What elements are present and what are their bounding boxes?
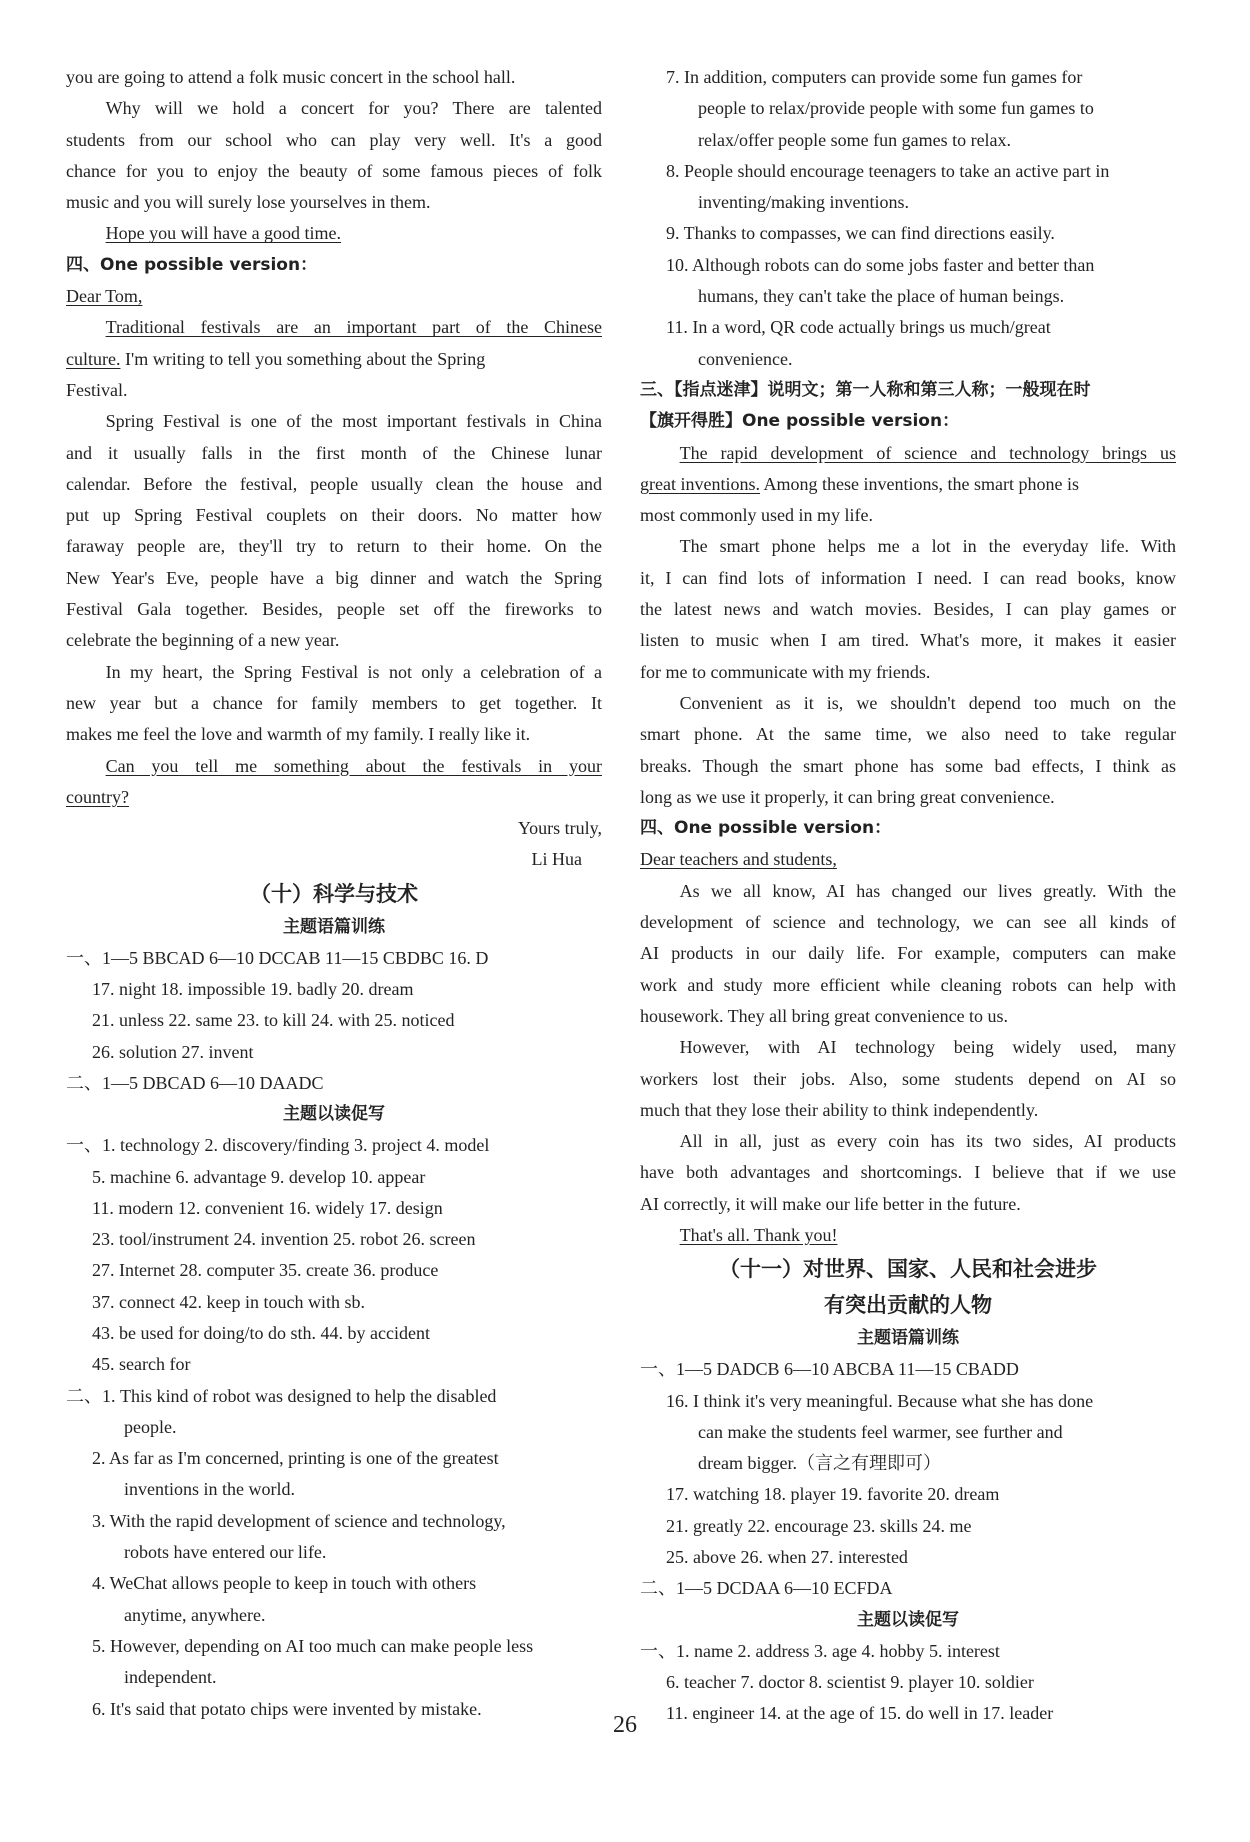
answer-line: 17. watching 18. player 19. favorite 20. dream bbox=[666, 1484, 1000, 1505]
text-line: have both advantages and shortcomings. I believe that if we use bbox=[640, 1162, 1176, 1183]
answer-line: 4. WeChat allows people to keep in touch with others bbox=[92, 1573, 477, 1594]
signature: Li Hua bbox=[531, 849, 582, 870]
text-line: AI correctly, it will make our life better in the future. bbox=[640, 1193, 1021, 1214]
text-line: most commonly used in my life. bbox=[640, 505, 873, 526]
answer-line: inventions in the world. bbox=[124, 1479, 295, 1500]
answer-line: humans, they can't take the place of human beings. bbox=[698, 286, 1065, 307]
answer-line: relax/offer people some fun games to relax. bbox=[698, 129, 1012, 150]
sub-heading: 主题语篇训练 bbox=[857, 1328, 959, 1349]
section-heading: 三、【指点迷津】说明文；第一人称和第三人称；一般现在时 bbox=[640, 379, 1091, 400]
answer-line: dream bigger.（言之有理即可） bbox=[698, 1453, 941, 1474]
unit-title: （十一）对世界、国家、人民和社会进步 bbox=[719, 1257, 1097, 1282]
answer-line: 6. teacher 7. doctor 8. scientist 9. player 10. soldier bbox=[666, 1671, 1034, 1692]
answer-line: 9. Thanks to compasses, we can find directions easily. bbox=[666, 223, 1055, 244]
text-line: The smart phone helps me a lot in the everyday life. With bbox=[679, 536, 1176, 557]
sub-heading: 主题语篇训练 bbox=[283, 916, 385, 937]
text-line: country? bbox=[66, 786, 129, 807]
answer-line: 11. modern 12. convenient 16. widely 17. design bbox=[92, 1197, 443, 1218]
page-number: 26 bbox=[613, 1712, 637, 1738]
section-heading: 四、One possible version： bbox=[66, 254, 318, 275]
text-line: it, I can find lots of information I need. I can read books, know bbox=[640, 567, 1176, 588]
text-line bbox=[66, 218, 602, 249]
text-line: you are going to attend a folk music concert in the school hall. bbox=[66, 67, 516, 87]
text-line: and it usually falls in the first month of the Chinese lunar bbox=[66, 442, 602, 463]
answer-line: 37. connect 42. keep in touch with sb. bbox=[92, 1291, 365, 1312]
answer-line: 26. solution 27. invent bbox=[92, 1041, 254, 1062]
greeting: Dear teachers and students, bbox=[640, 849, 837, 870]
text-line: All in all, just as every coin has its two sides, AI products bbox=[679, 1131, 1176, 1152]
text-line: As we all know, AI has changed our lives greatly. With the bbox=[679, 880, 1176, 901]
answer-line: 一、1—5 DADCB 6—10 ABCBA 11—15 CBADD bbox=[640, 1359, 1019, 1380]
answer-line: 二、1. This kind of robot was designed to help the disabled bbox=[66, 1385, 497, 1406]
left-column bbox=[66, 62, 602, 1725]
section-heading: 四、One possible version： bbox=[640, 818, 892, 839]
text-line: much that they lose their ability to think independently. bbox=[640, 1099, 1039, 1120]
answer-line: 6. It's said that potato chips were invented by mistake. bbox=[92, 1698, 482, 1719]
text-line: housework. They all bring great convenience to us. bbox=[640, 1005, 1009, 1026]
sub-heading: 主题以读促写 bbox=[857, 1609, 959, 1630]
answer-line: 一、1—5 BBCAD 6—10 DCCAB 11—15 CBDBC 16. D bbox=[66, 947, 489, 968]
unit-title: （十）科学与技术 bbox=[250, 881, 418, 906]
answer-line: independent. bbox=[124, 1667, 217, 1688]
answer-line: 5. machine 6. advantage 9. develop 10. appear bbox=[92, 1166, 426, 1187]
answer-line: can make the students feel warmer, see further and bbox=[698, 1421, 1063, 1442]
text-line: long as we use it properly, it can bring great convenience. bbox=[640, 786, 1055, 807]
text-line: new year but a chance for family members to get together. It bbox=[66, 692, 602, 713]
greeting: Dear Tom, bbox=[66, 286, 143, 307]
answer-line: 2. As far as I'm concerned, printing is one of the greatest bbox=[92, 1448, 499, 1469]
text-line: Traditional festivals are an important part of the Chinese bbox=[105, 317, 602, 338]
answer-line: 7. In addition, computers can provide some fun games for bbox=[666, 67, 1083, 87]
text-line: great inventions. Among these inventions, the smart phone is bbox=[640, 473, 1079, 494]
text-line: Spring Festival is one of the most important festivals in China bbox=[105, 411, 602, 432]
answer-line: 一、1. name 2. address 3. age 4. hobby 5. interest bbox=[640, 1640, 1000, 1661]
section-heading: 【旗开得胜】One possible version： bbox=[640, 411, 960, 432]
answer-line: convenience. bbox=[698, 348, 793, 369]
answer-line: 16. I think it's very meaningful. Because what she has done bbox=[666, 1390, 1094, 1411]
text-line: AI products in our daily life. For example, computers can make bbox=[640, 943, 1176, 964]
text-line: work and study more efficient while cleaning robots can help with bbox=[640, 974, 1176, 995]
text-line: calendar. Before the festival, people usually clean the house and bbox=[66, 473, 602, 494]
unit-title-line2: 有突出贡献的人物 bbox=[824, 1293, 992, 1318]
text-line: celebrate the beginning of a new year. bbox=[66, 630, 340, 651]
answer-line: anytime, anywhere. bbox=[124, 1604, 266, 1625]
text-line: The rapid development of science and technology brings us bbox=[679, 442, 1176, 463]
answer-line: 17. night 18. impossible 19. badly 20. dream bbox=[92, 979, 414, 1000]
text-line: However, with AI technology being widely used, many bbox=[679, 1037, 1176, 1058]
text-line: New Year's Eve, people have a big dinner and watch the Spring bbox=[66, 567, 602, 588]
answer-line: 10. Although robots can do some jobs faster and better than bbox=[666, 254, 1095, 275]
answer-line: 二、1—5 DBCAD 6—10 DAADC bbox=[66, 1072, 324, 1093]
answer-line: 23. tool/instrument 24. invention 25. robot 26. screen bbox=[92, 1229, 476, 1250]
answer-line: 二、1—5 DCDAA 6—10 ECFDA bbox=[640, 1578, 893, 1599]
answer-line: 11. engineer 14. at the age of 15. do well in 17. leader bbox=[666, 1703, 1054, 1724]
answer-line: 45. search for bbox=[92, 1354, 191, 1375]
text-line: workers lost their jobs. Also, some students depend on AI so bbox=[640, 1068, 1176, 1089]
underlined-sentence: Hope you will have a good time. bbox=[105, 223, 342, 244]
answer-line: 一、1. technology 2. discovery/finding 3. project 4. model bbox=[66, 1135, 490, 1156]
closing: That's all. Thank you! bbox=[679, 1224, 838, 1245]
text-line: chance for you to enjoy the beauty of some famous pieces of folk bbox=[66, 160, 602, 181]
answer-line: 43. be used for doing/to do sth. 44. by accident bbox=[92, 1322, 430, 1343]
answer-line: people to relax/provide people with some fun games to bbox=[698, 98, 1094, 119]
text-line: Festival Gala together. Besides, people set off the fireworks to bbox=[66, 599, 602, 620]
text-line: put up Spring Festival couplets on their doors. No matter how bbox=[66, 505, 602, 526]
text-line: the latest news and watch movies. Besides, I can play games or bbox=[640, 599, 1176, 620]
answer-line: 3. With the rapid development of science and technology, bbox=[92, 1510, 506, 1531]
right-column bbox=[640, 62, 1176, 1730]
text-line: smart phone. At the same time, we also need to take regular bbox=[640, 724, 1176, 745]
text-line: In my heart, the Spring Festival is not only a celebration of a bbox=[105, 661, 602, 682]
text-line: Festival. bbox=[66, 379, 128, 400]
closing: Yours truly, bbox=[517, 818, 602, 839]
answer-line: 5. However, depending on AI too much can make people less bbox=[92, 1635, 534, 1656]
text-line: students from our school who can play very well. It's a good bbox=[66, 129, 602, 150]
answer-line: 21. greatly 22. encourage 23. skills 24. me bbox=[666, 1515, 972, 1536]
sub-heading: 主题以读促写 bbox=[283, 1104, 385, 1125]
answer-line: robots have entered our life. bbox=[124, 1542, 327, 1563]
text-line: faraway people are, they'll try to return to their home. On the bbox=[66, 536, 602, 557]
answer-line: inventing/making inventions. bbox=[698, 192, 909, 213]
answer-line: 11. In a word, QR code actually brings us much/great bbox=[666, 317, 1051, 338]
answer-line: 27. Internet 28. computer 35. create 36. produce bbox=[92, 1260, 439, 1281]
text-line: listen to music when I am tired. What's more, it makes it easier bbox=[640, 630, 1176, 651]
text-line: Can you tell me something about the festivals in your bbox=[105, 755, 602, 776]
text-line: Convenient as it is, we shouldn't depend too much on the bbox=[679, 692, 1176, 713]
text-line: breaks. Though the smart phone has some bad effects, I think as bbox=[640, 755, 1176, 776]
text-line: development of science and technology, we can see all kinds of bbox=[640, 912, 1176, 933]
answer-line: 21. unless 22. same 23. to kill 24. with 25. noticed bbox=[92, 1010, 455, 1031]
text-line: makes me feel the love and warmth of my family. I really like it. bbox=[66, 724, 531, 745]
text-line: for me to communicate with my friends. bbox=[640, 661, 931, 682]
answer-line: 8. People should encourage teenagers to take an active part in bbox=[666, 160, 1110, 181]
answer-line: people. bbox=[124, 1416, 177, 1437]
text-line: Why will we hold a concert for you? There are talented bbox=[105, 98, 602, 119]
text-line: music and you will surely lose yourselves in them. bbox=[66, 192, 431, 213]
answer-line: 25. above 26. when 27. interested bbox=[666, 1547, 908, 1568]
text-line: culture. I'm writing to tell you something about the Spring bbox=[66, 348, 486, 369]
